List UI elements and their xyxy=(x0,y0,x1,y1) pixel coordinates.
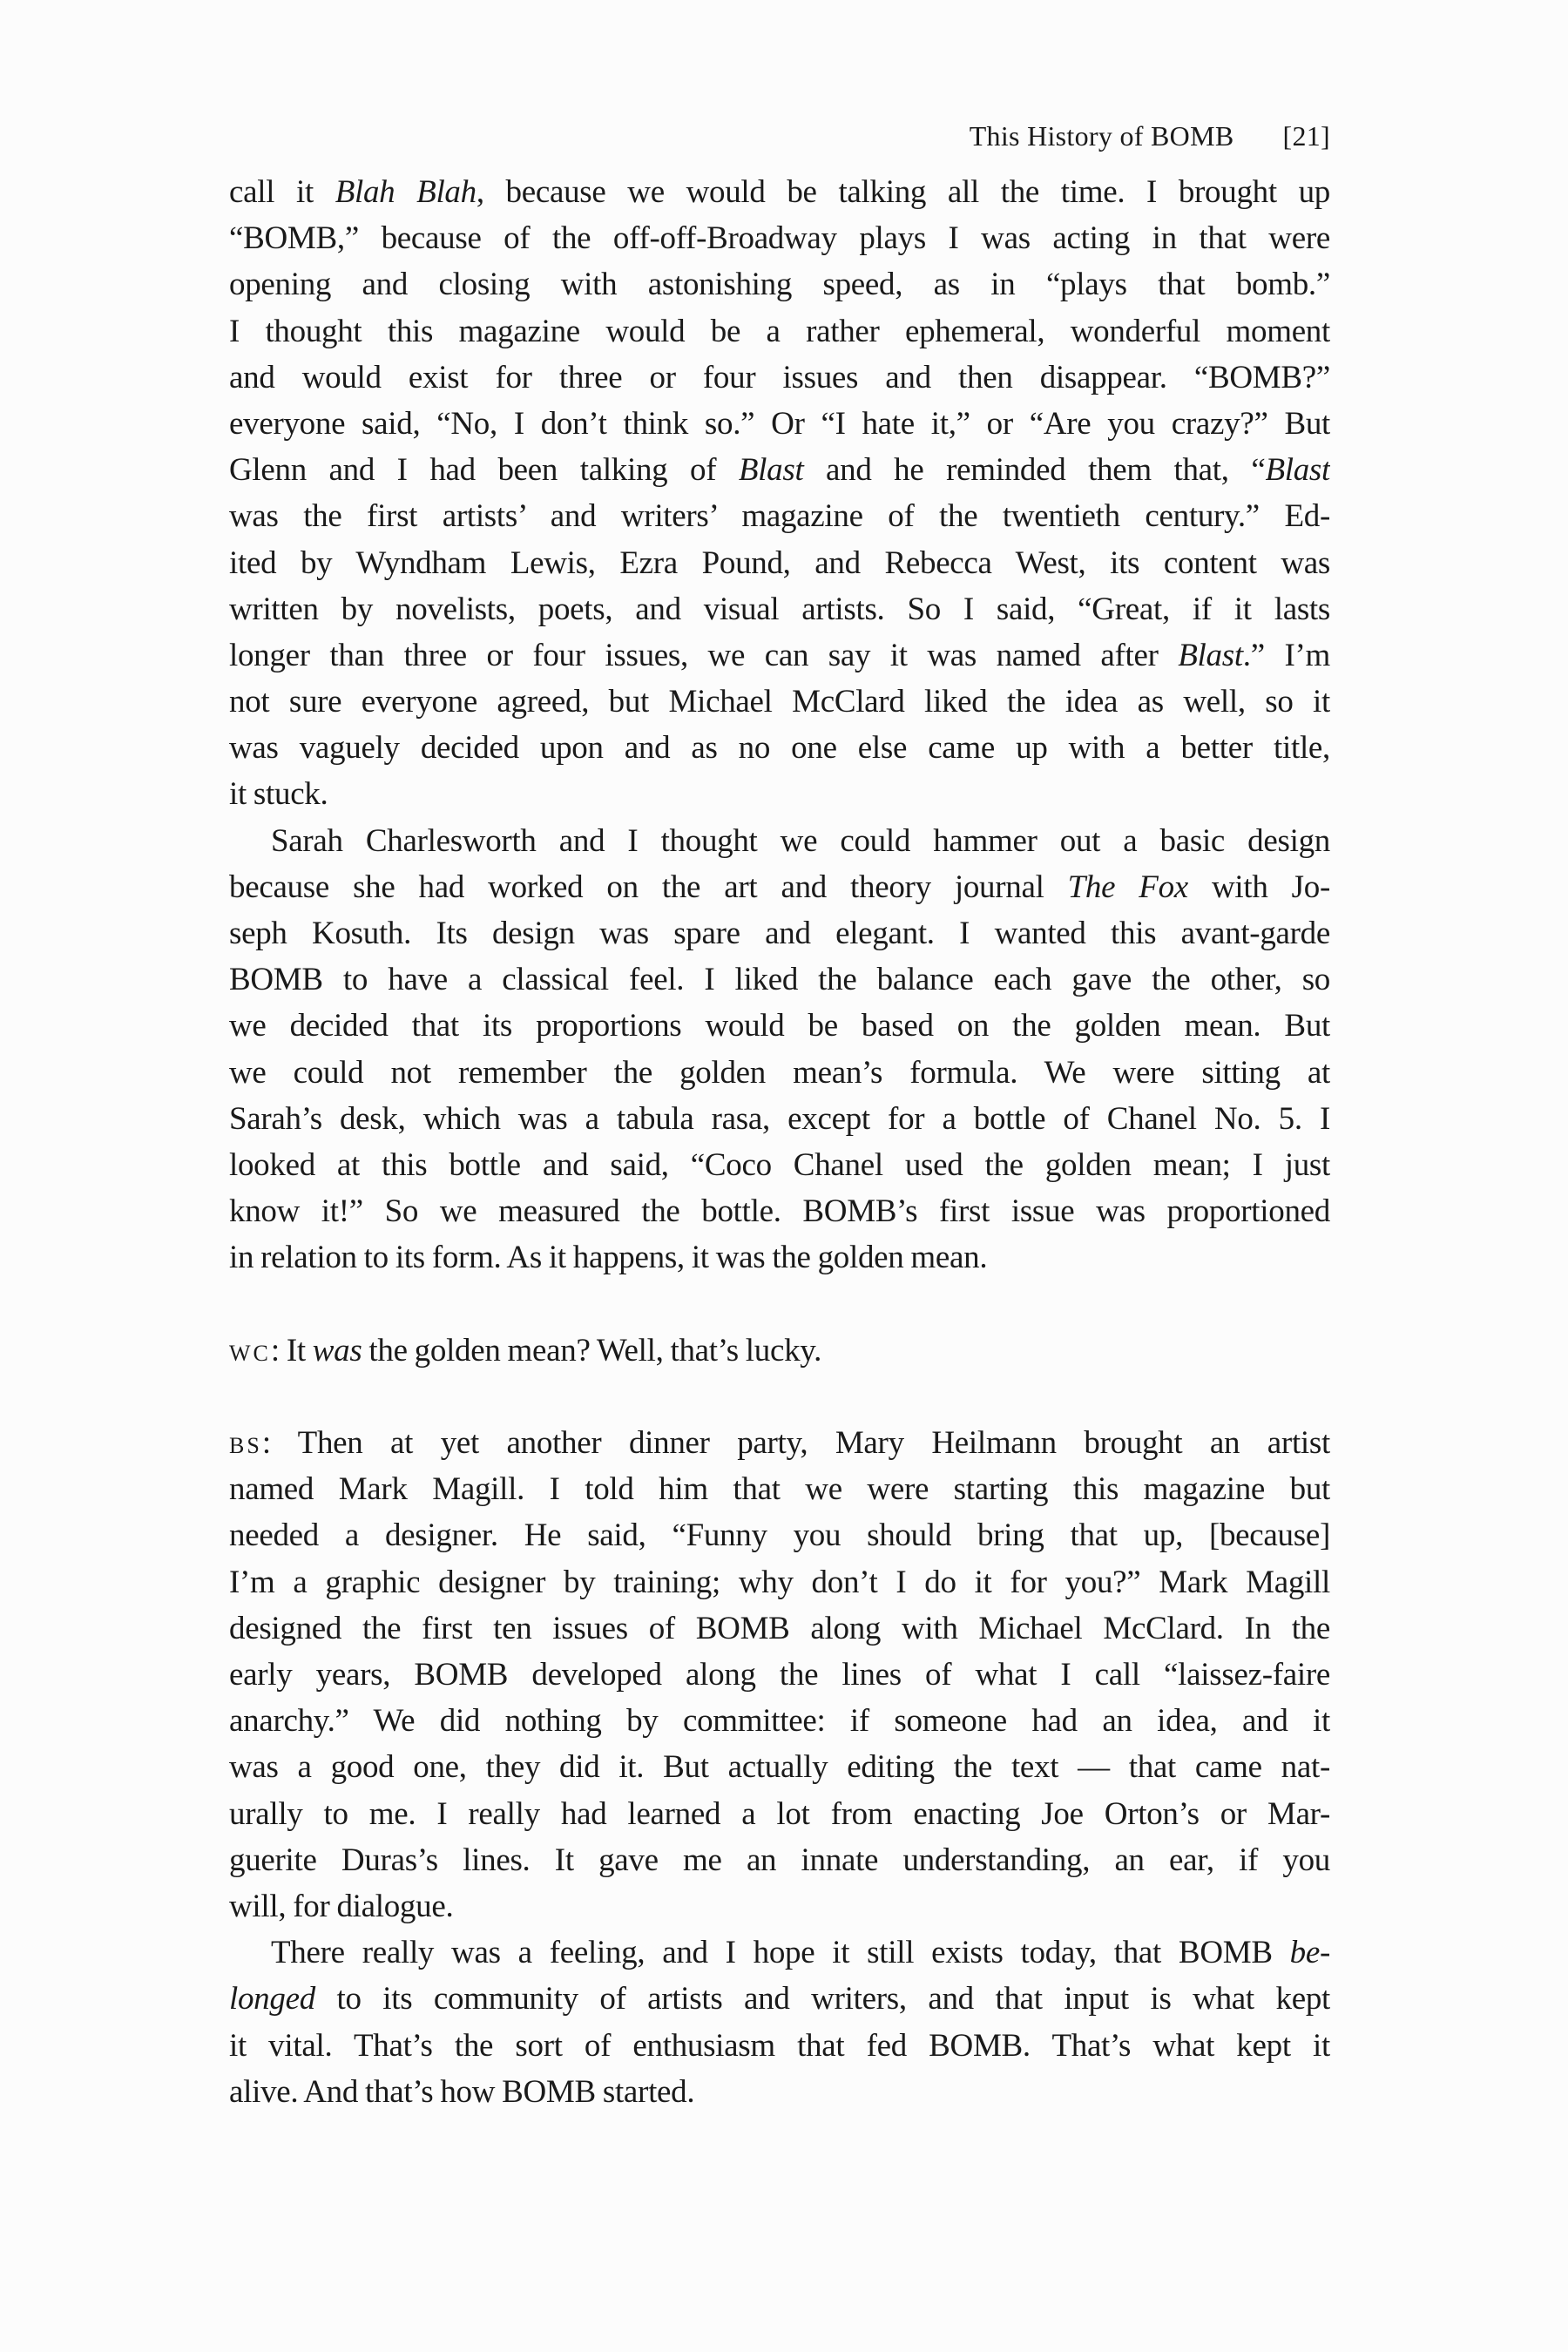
text-line: seph Kosuth. Its design was spare and elegant. I wanted this avant-garde xyxy=(229,916,1330,951)
text-line: I’m a graphic designer by training; why don’t I do it for you?” Mark Magill xyxy=(229,1564,1330,1600)
text-line: it vital. That’s the sort of enthusiasm that fed BOMB. That’s what kept it xyxy=(229,2027,1330,2064)
text-line: I thought this magazine would be a rather ephemeral, wonderful moment xyxy=(229,313,1330,349)
speaker-label: bs xyxy=(229,1425,262,1462)
text-line: and would exist for three or four issues and then disappear. “BOMB?” xyxy=(229,359,1330,395)
text-line: early years, BOMB developed along the lines of what I call “laissez-faire xyxy=(229,1657,1330,1693)
running-header-title: This History of BOMB xyxy=(969,120,1234,152)
page-number: [21] xyxy=(1282,120,1330,152)
text-line: was vaguely decided upon and as no one else came up with a better title, xyxy=(229,730,1330,767)
paragraph xyxy=(229,1930,1330,2115)
text-line: wc: It was the golden mean? Well, that’s lucky. xyxy=(229,1332,822,1369)
text-line: it stuck. xyxy=(229,776,328,813)
text-line: written by novelists, poets, and visual artists. So I said, “Great, if it lasts xyxy=(229,591,1330,627)
paragraph xyxy=(229,169,1330,818)
speaker-label: wc xyxy=(229,1332,271,1369)
text-line: we could not remember the golden mean’s formula. We were sitting at xyxy=(229,1054,1330,1091)
text-line: everyone said, “No, I don’t think so.” Or “I hate it,” or “Are you crazy?” But xyxy=(229,405,1330,442)
text-line: bs: Then at yet another dinner party, Mary Heilmann brought an artist xyxy=(229,1425,1330,1462)
text-line: Sarah’s desk, which was a tabula rasa, except for a bottle of Chanel No. 5. I xyxy=(229,1100,1330,1137)
running-header xyxy=(970,120,1330,152)
text-line: we decided that its proportions would be based on the golden mean. But xyxy=(229,1008,1330,1044)
text-line: not sure everyone agreed, but Michael McClard liked the idea as well, so it xyxy=(229,684,1330,720)
text-line: needed a designer. He said, “Funny you should bring that up, [because] xyxy=(229,1517,1330,1554)
text-line: designed the first ten issues of BOMB along with Michael McClard. In the xyxy=(229,1610,1330,1646)
text-line: “BOMB,” because of the off-off-Broadway plays I was acting in that were xyxy=(229,220,1330,257)
text-line: was the first artists’ and writers’ magazine of the twentieth century.” Ed- xyxy=(229,498,1330,535)
text-line: named Mark Magill. I told him that we were starting this magazine but xyxy=(229,1471,1330,1508)
text-line: longer than three or four issues, we can say it was named after Blast.” I’m xyxy=(229,637,1330,673)
text-line: Glenn and I had been talking of Blast and he reminded them that, “Blast xyxy=(229,452,1330,489)
text-line: opening and closing with astonishing speed, as in “plays that bomb.” xyxy=(229,267,1330,303)
text-line: urally to me. I really had learned a lot from enacting Joe Orton’s or Mar- xyxy=(229,1795,1330,1832)
text-line: ited by Wyndham Lewis, Ezra Pound, and Rebecca West, its content was xyxy=(229,544,1330,581)
text-line: in relation to its form. As it happens, it was the golden mean. xyxy=(229,1240,988,1276)
text-line: anarchy.” We did nothing by committee: if someone had an idea, and it xyxy=(229,1703,1330,1740)
text-line: There really was a feeling, and I hope it still exists today, that BOMB be- xyxy=(271,1935,1330,1971)
text-line: will, for dialogue. xyxy=(229,1888,454,1924)
text-line: alive. And that’s how BOMB started. xyxy=(229,2073,695,2110)
text-body xyxy=(229,169,1330,2115)
text-line: longed to its community of artists and writers, and that input is what kept xyxy=(229,1981,1330,2017)
text-line: BOMB to have a classical feel. I liked the balance each gave the other, so xyxy=(229,962,1330,998)
text-line: Sarah Charlesworth and I thought we could hammer out a basic design xyxy=(271,822,1330,859)
text-line: know it!” So we measured the bottle. BOMB’s first issue was proportioned xyxy=(229,1193,1330,1230)
paragraph xyxy=(229,818,1330,1281)
text-line: looked at this bottle and said, “Coco Chanel used the golden mean; I just xyxy=(229,1146,1330,1183)
text-line: call it Blah Blah, because we would be talking all the time. I brought up xyxy=(229,174,1330,210)
text-line: was a good one, they did it. But actually editing the text — that came nat- xyxy=(229,1749,1330,1786)
paragraph xyxy=(229,1420,1330,1930)
text-line: because she had worked on the art and theory journal The Fox with Jo- xyxy=(229,868,1330,905)
paragraph xyxy=(229,1328,1330,1374)
text-line: guerite Duras’s lines. It gave me an innate understanding, an ear, if you xyxy=(229,1842,1330,1878)
